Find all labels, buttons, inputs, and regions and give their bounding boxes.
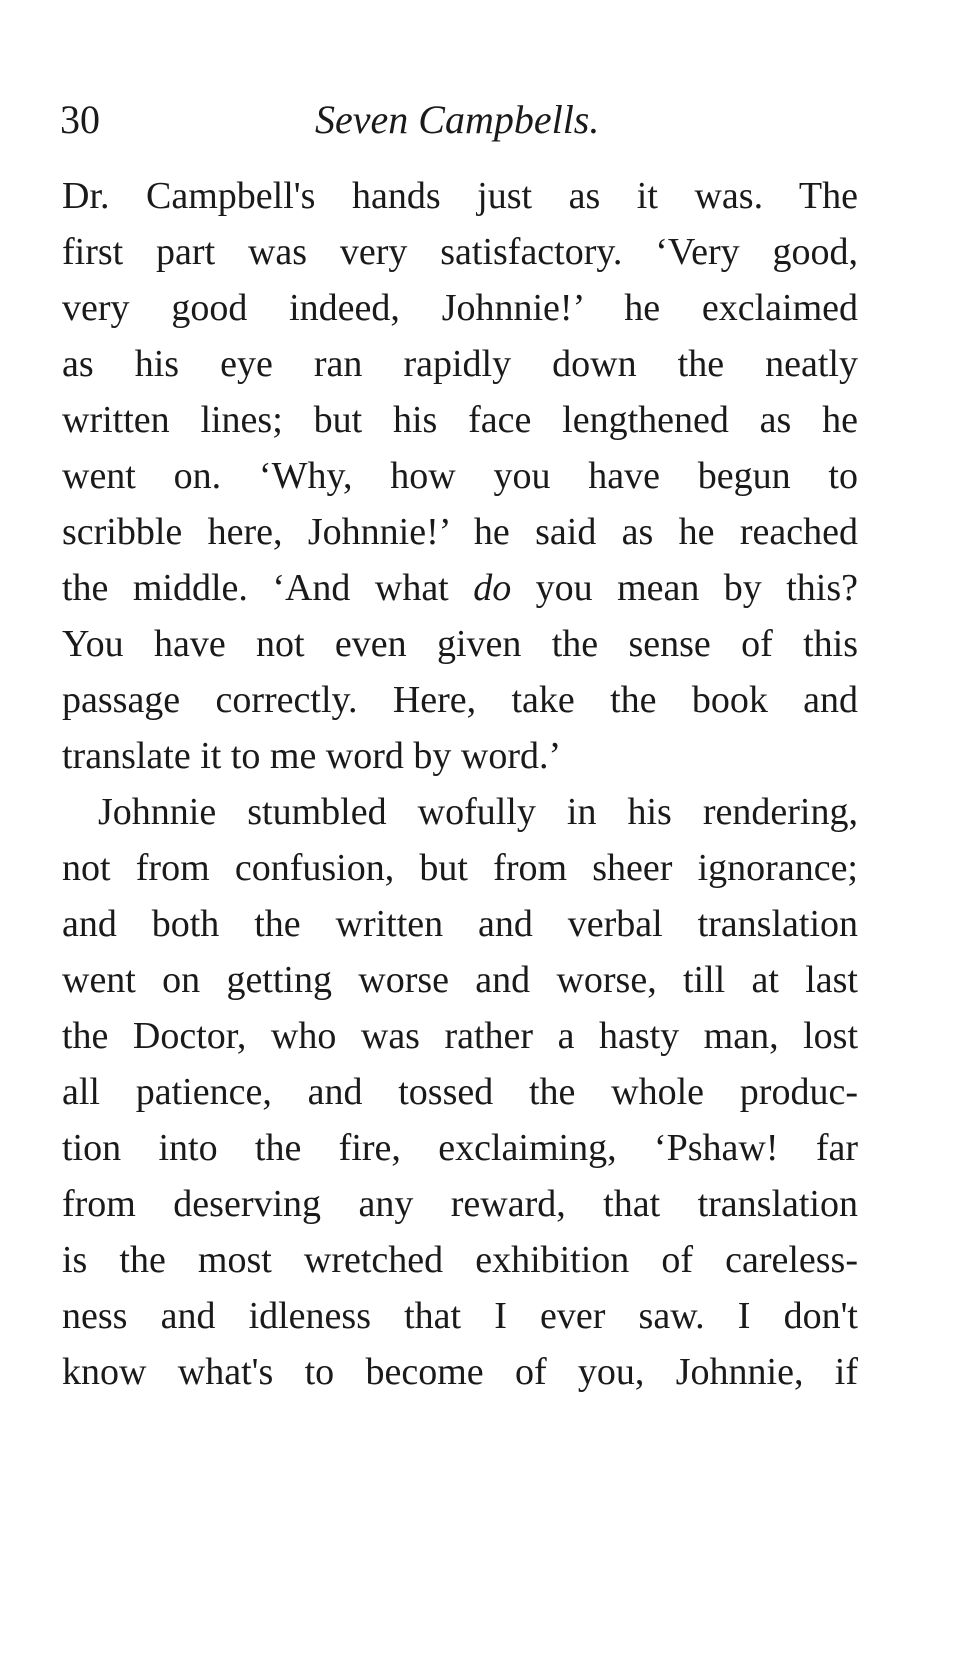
text-line: went on getting worse and worse, till at last [62, 959, 858, 1001]
text-line: first part was very satisfactory. ‘Very good, [62, 231, 858, 273]
text-line: and both the written and verbal translation [62, 903, 858, 945]
text-line: as his eye ran rapidly down the neatly [62, 343, 858, 385]
text-line: ness and idleness that I ever saw. I don't [62, 1295, 858, 1337]
text-line: Johnnie stumbled wofully in his rendering, [98, 791, 858, 833]
text-line: scribble here, Johnnie!’ he said as he reached [62, 511, 858, 553]
text-line: You have not even given the sense of this [62, 623, 858, 665]
running-head [60, 92, 860, 152]
text-line: tion into the fire, exclaiming, ‘Pshaw! far [62, 1127, 858, 1169]
text-line: written lines; but his face lengthened as he [62, 399, 858, 441]
text-line: went on. ‘Why, how you have begun to [62, 455, 858, 497]
text-line: Dr. Campbell's hands just as it was. The [62, 175, 858, 217]
running-title: Seven Campbells. [315, 97, 600, 142]
text-line: is the most wretched exhibition of careless- [62, 1239, 858, 1281]
text-line: know what's to become of you, Johnnie, if [62, 1351, 858, 1393]
page-number: 30 [60, 97, 100, 142]
text-line: passage correctly. Here, take the book and [62, 679, 858, 721]
text-line: the middle. ‘And what do you mean by this? [62, 567, 858, 609]
text-line: the Doctor, who was rather a hasty man, lost [62, 1015, 858, 1057]
text-line: not from confusion, but from sheer ignorance; [62, 847, 858, 889]
body-text [62, 168, 858, 1400]
text-line: from deserving any reward, that translation [62, 1183, 858, 1225]
text-line: all patience, and tossed the whole produc- [62, 1071, 858, 1113]
emphasized-word: do [473, 567, 512, 609]
text-line: translate it to me word by word.’ [62, 735, 562, 777]
text-line: very good indeed, Johnnie!’ he exclaimed [62, 287, 858, 329]
